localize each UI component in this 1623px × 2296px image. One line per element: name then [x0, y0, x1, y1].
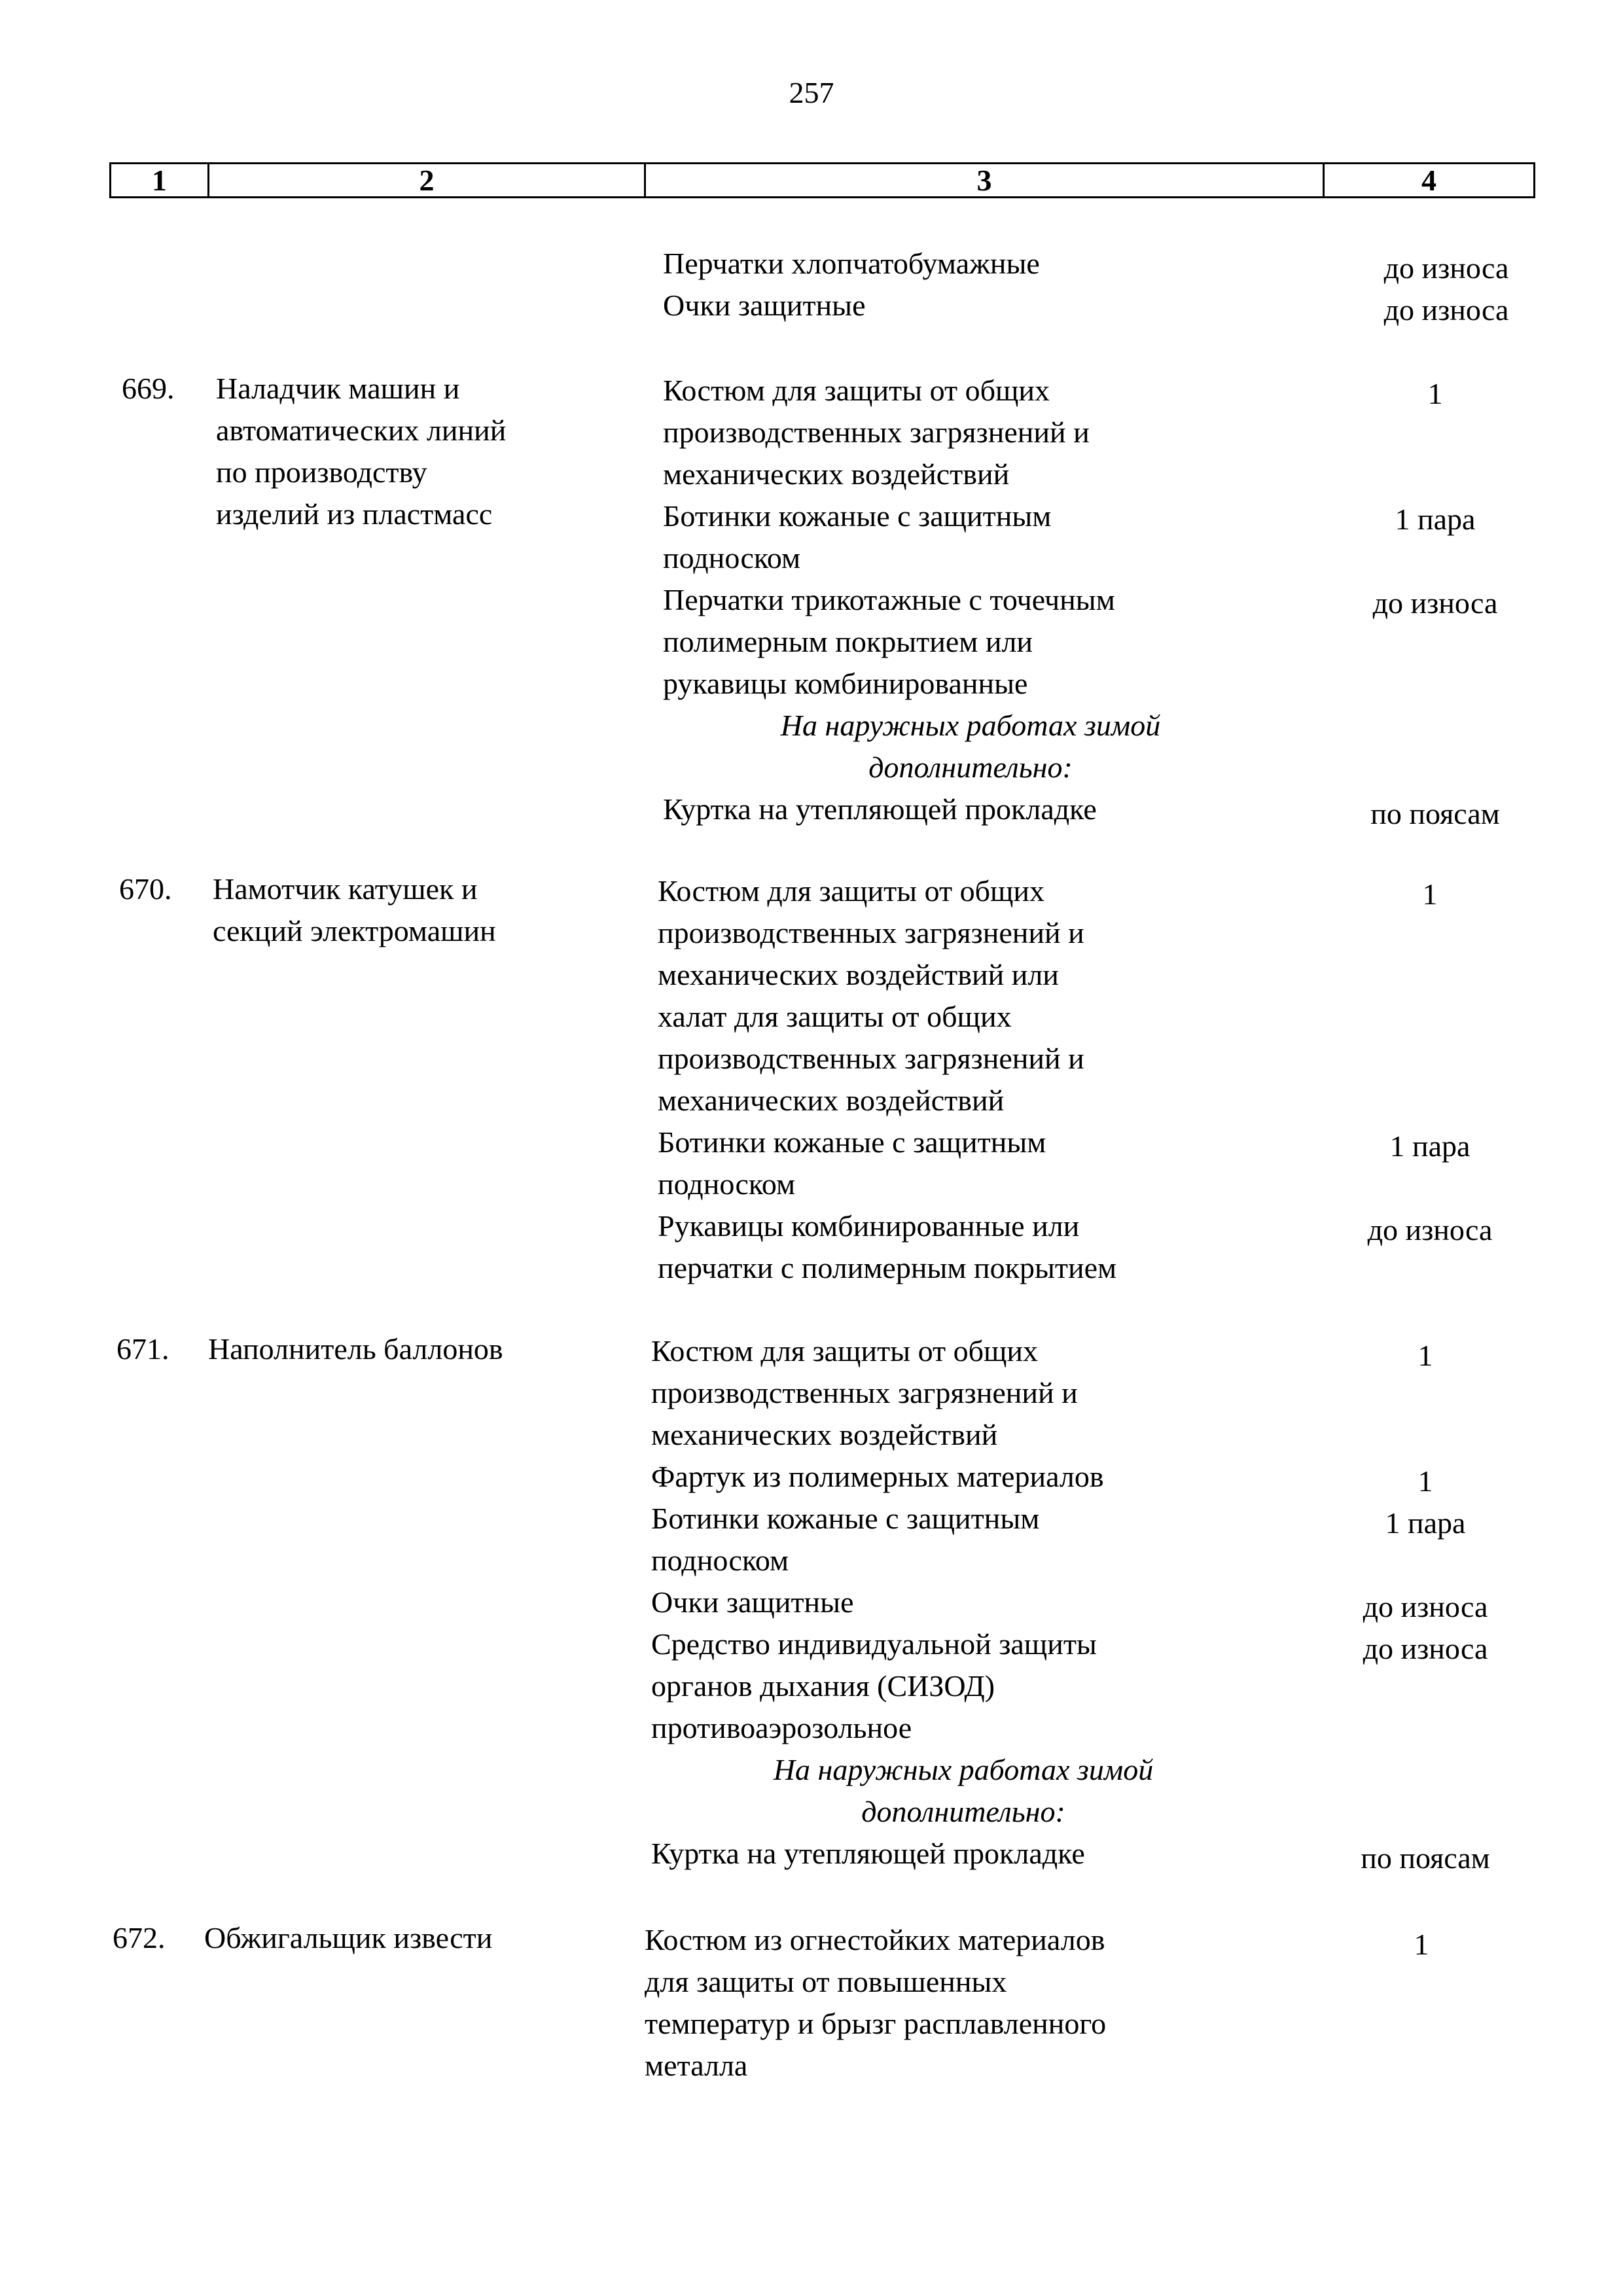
item-qty: 1	[1427, 377, 1443, 410]
item-qty: по поясам	[1370, 797, 1500, 830]
item-qty: до износа	[1383, 293, 1509, 327]
item-qty: 1 пара	[1395, 503, 1476, 536]
item-qty: 1	[1422, 877, 1438, 911]
winter-note: На наружных работах зимой дополнительно:	[780, 709, 1161, 784]
row-number: 672.	[113, 1921, 166, 1954]
item-qty: до износа	[1383, 251, 1509, 285]
winter-note: На наружных работах зимой дополнительно:	[773, 1753, 1154, 1828]
profession-name: Обжигальщик извести	[204, 1921, 493, 1954]
column-header-1: 1	[152, 164, 167, 197]
item-name: Костюм для защиты от общих производственных загрязнений и механических воздействий	[651, 1334, 1078, 1451]
profession-name: Наладчик машин и автоматических линий по производству изделий из пластмасс	[216, 372, 507, 531]
item-name: Очки защитные	[663, 289, 866, 322]
item-name: Рукавицы комбинированные или перчатки с полимерным покрытием	[658, 1209, 1117, 1284]
row-number: 671.	[116, 1332, 169, 1366]
column-header-2: 2	[207, 164, 644, 196]
item-qty: 1	[1418, 1464, 1433, 1498]
item-name: Костюм из огнестойких материалов для защиты от повышенных температур и брызг расплавленного металла	[645, 1923, 1107, 2082]
item-name: Перчатки хлопчатобумажные	[663, 247, 1040, 280]
row-number: 669.	[122, 372, 175, 405]
item-name: Куртка на утепляющей прокладке	[663, 792, 1097, 826]
item-qty: до износа	[1363, 1590, 1488, 1623]
profession-name: Намотчик катушек и секций электромашин	[213, 872, 496, 947]
item-qty: 1 пара	[1389, 1129, 1471, 1163]
column-header-4: 4	[1323, 164, 1533, 196]
item-name: Ботинки кожаные с защитным подноском	[651, 1502, 1040, 1577]
item-qty: 1	[1418, 1339, 1433, 1372]
item-qty: 1	[1414, 1928, 1429, 1961]
item-qty: до износа	[1367, 1213, 1493, 1246]
item-name: Перчатки трикотажные с точечным полимерным покрытием или рукавицы комбинированные	[663, 583, 1115, 700]
column-header-3: 3	[644, 164, 1323, 196]
item-qty: до износа	[1363, 1632, 1488, 1665]
page-number: 257	[789, 76, 834, 109]
item-qty: по поясам	[1361, 1841, 1490, 1875]
item-name: Ботинки кожаные с защитным подноском	[663, 499, 1052, 574]
item-qty: 1 пара	[1385, 1506, 1466, 1540]
item-name: Фартук из полимерных материалов	[651, 1460, 1104, 1493]
item-name: Куртка на утепляющей прокладке	[651, 1837, 1085, 1870]
profession-name: Наполнитель баллонов	[208, 1332, 503, 1366]
column-header-row	[109, 162, 1535, 198]
item-name: Костюм для защиты от общих производственных загрязнений и механических воздействий или халат для защиты от общих производственных загрязнений и механических воздействий	[658, 874, 1084, 1117]
row-number: 670.	[119, 872, 172, 906]
item-name: Средство индивидуальной защиты органов дыхания (СИЗОД) противоаэрозольное	[651, 1627, 1097, 1744]
item-name: Костюм для защиты от общих производственных загрязнений и механических воздействий	[663, 374, 1090, 491]
item-qty: до износа	[1372, 586, 1498, 620]
item-name: Очки защитные	[651, 1585, 854, 1619]
item-name: Ботинки кожаные с защитным подноском	[658, 1125, 1046, 1201]
